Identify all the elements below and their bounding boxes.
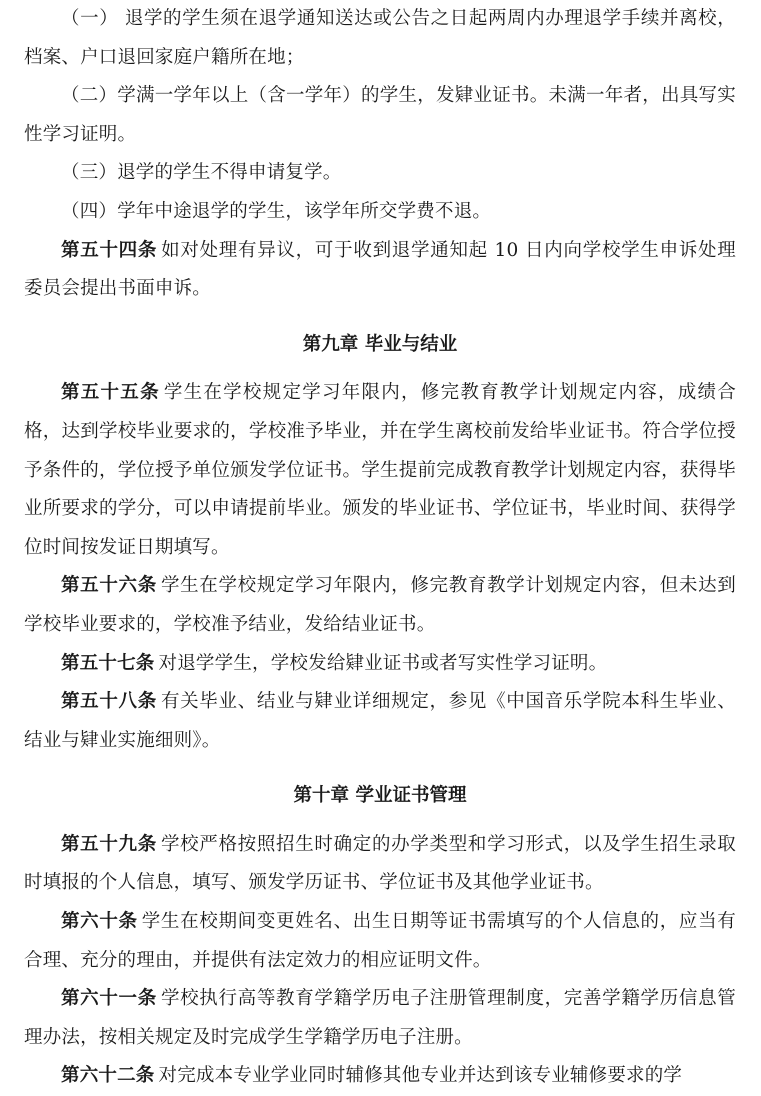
article-56 (24, 567, 736, 644)
article-55-text: 学生在学校规定学习年限内，修完教育教学计划规定内容，成绩合格，达到学校毕业要求的，学校准予毕业，并在学生离校前发给毕业证书。符合学位授予条件的，学位授予单位颁发学位证书。学生提前完成教育教学计划规定内容，获得毕业所要求的学分，可以申请提前毕业。颁发的毕业证书、学位证书，毕业时间、获得学位时间按发证日期填写。 (24, 382, 736, 558)
item-3: （三）退学的学生不得申请复学。 (61, 162, 342, 184)
article-54-text: 如对处理有异议，可于收到退学通知起 10 日内向学校学生申诉处理委员会提出书面申诉。 (24, 239, 736, 300)
item-4: （四）学年中途退学的学生，该学年所交学费不退。 (61, 200, 492, 222)
chapter-10-heading: 第十章 学业证书管理 (293, 785, 467, 807)
article-55-label: 第五十五条 (61, 382, 160, 404)
article-58 (24, 683, 736, 760)
article-60-label: 第六十条 (61, 911, 138, 933)
article-61-text: 学校执行高等教育学籍学历电子注册管理制度，完善学籍学历信息管理办法，按相关规定及时完成学生学籍学历电子注册。 (24, 988, 736, 1048)
article-56-label: 第五十六条 (61, 575, 157, 597)
spacer (24, 364, 736, 374)
article-62-text: 对完成本专业学业同时辅修其他专业并达到该专业辅修要求的学 (158, 1065, 683, 1087)
article-58-text: 有关毕业、结业与肄业详细规定，参见《中国音乐学院本科生毕业、结业与肄业实施细则》。 (24, 691, 736, 751)
article-56-text: 学生在学校规定学习年限内，修完教育教学计划规定内容，但未达到学校毕业要求的，学校准予结业，发给结业证书。 (24, 575, 736, 635)
article-61-label: 第六十一条 (61, 988, 157, 1010)
article-62-label: 第六十二条 (61, 1065, 155, 1087)
article-58-label: 第五十八条 (61, 691, 157, 713)
article-54-label: 第五十四条 (61, 239, 158, 261)
item-2: （二）学满一学年以上（含一学年）的学生，发肄业证书。未满一年者，出具写实性学习证明。 (24, 85, 736, 145)
article-57-text: 对退学学生，学校发给肄业证书或者写实性学习证明。 (158, 652, 608, 674)
spacer (24, 816, 736, 826)
article-60-text: 学生在校期间变更姓名、出生日期等证书需填写的个人信息的，应当有合理、充分的理由，并提供有法定效力的相应证明文件。 (24, 911, 736, 971)
spacer (24, 760, 736, 777)
article-57-label: 第五十七条 (61, 652, 155, 674)
document-page (24, 0, 736, 1096)
article-59-label: 第五十九条 (61, 833, 157, 855)
item-1: （一） 退学的学生须在退学通知送达或公告之日起两周内办理退学手续并离校，档案、户口退回家庭户籍所在地； (24, 8, 736, 68)
article-55 (24, 374, 736, 567)
spacer (24, 309, 736, 326)
article-60 (24, 903, 736, 980)
article-61 (24, 980, 736, 1057)
article-62 (24, 1057, 736, 1096)
chapter-9-heading: 第九章 毕业与结业 (302, 333, 458, 355)
article-59-text: 学校严格按照招生时确定的办学类型和学习形式，以及学生招生录取时填报的个人信息，填写、颁发学历证书、学位证书及其他学业证书。 (24, 833, 736, 894)
article-57 (24, 645, 736, 684)
article-59 (24, 826, 736, 903)
article-54 (24, 232, 736, 309)
